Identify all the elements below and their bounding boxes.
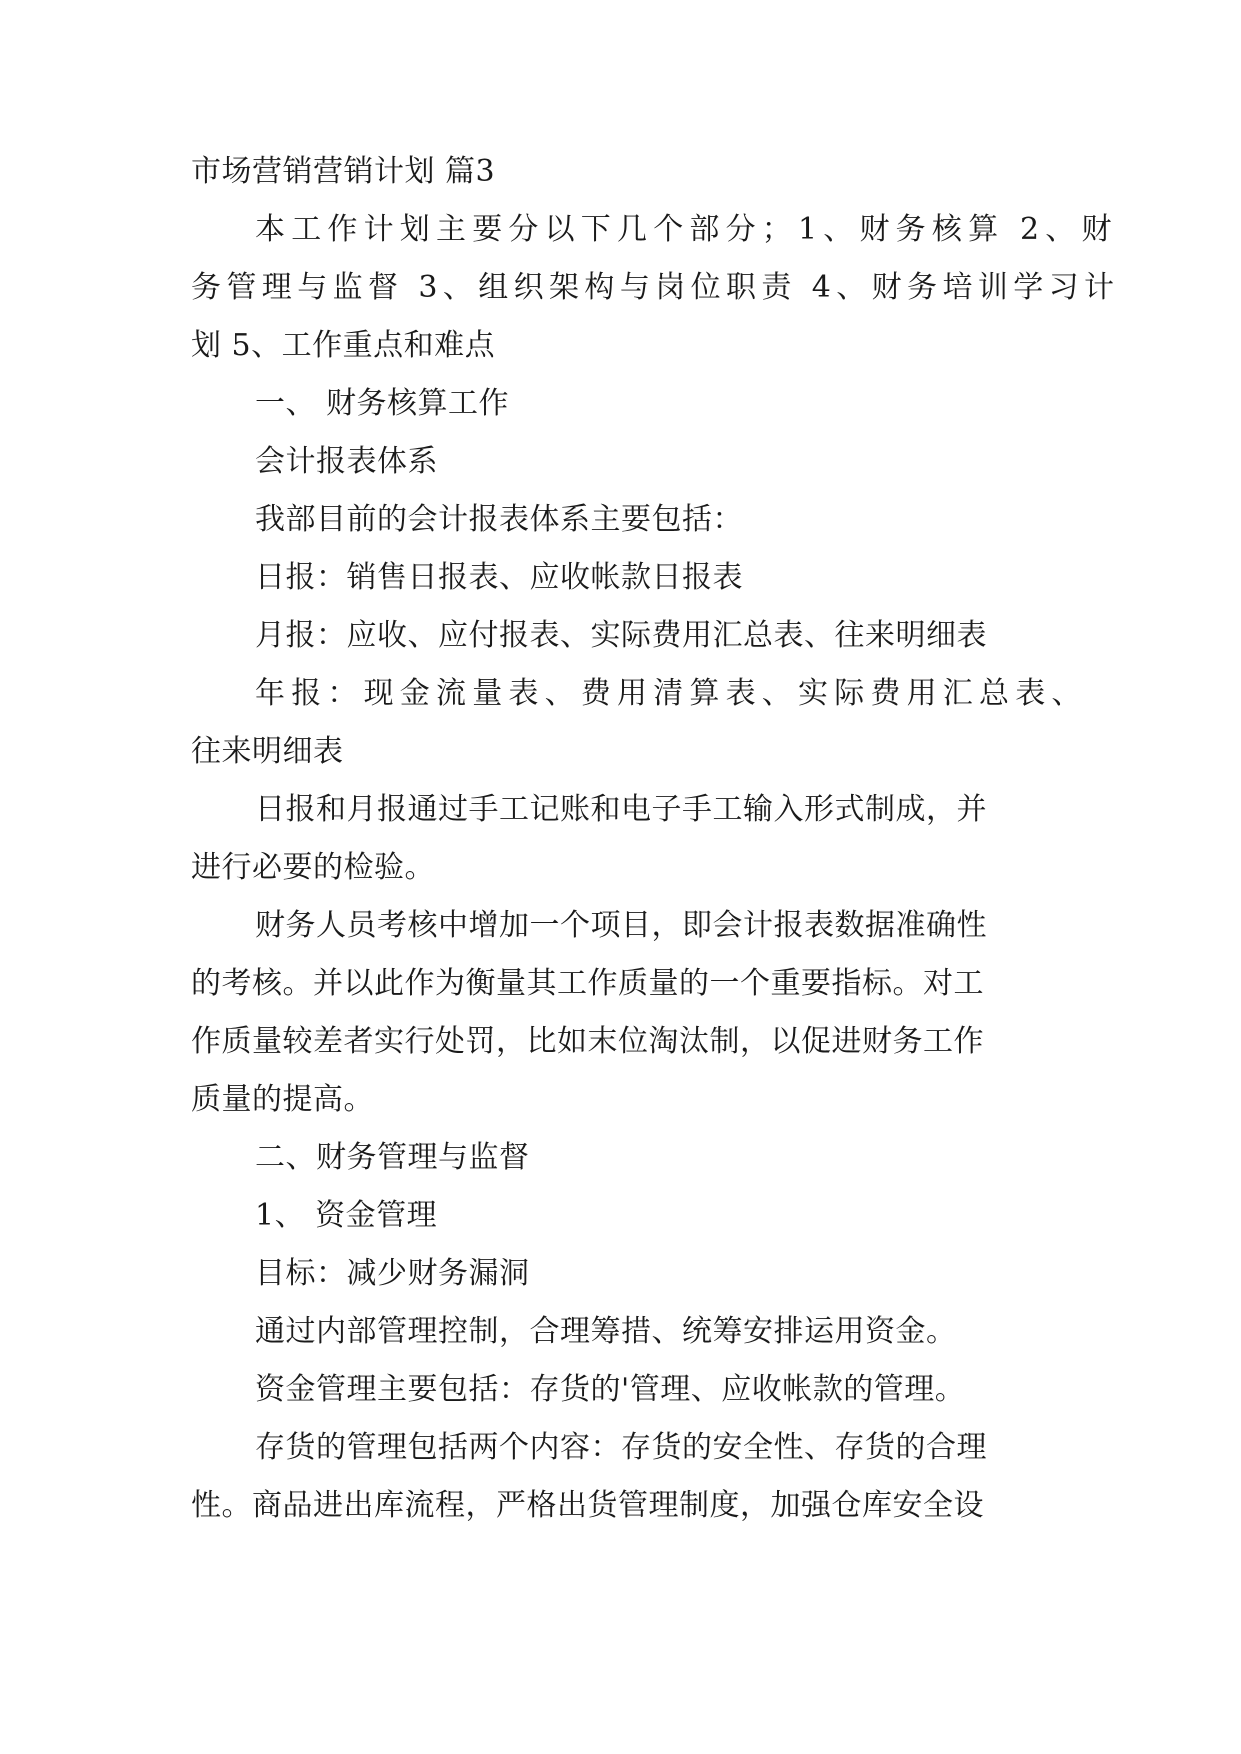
paragraph-line: 划 5、工作重点和难点 bbox=[191, 328, 496, 363]
paragraph-line: 财务人员考核中增加一个项目，即会计报表数据准确性 bbox=[255, 908, 987, 943]
paragraph-line: 目标：减少财务漏洞 bbox=[255, 1256, 530, 1291]
paragraph-line: 往来明细表 bbox=[191, 734, 344, 769]
section-heading: 二、财务管理与监督 bbox=[255, 1140, 530, 1175]
paragraph-line: 质量的提高。 bbox=[191, 1082, 374, 1117]
paragraph-line: 性。商品进出库流程，严格出货管理制度，加强仓库安全设 bbox=[191, 1488, 984, 1523]
document-title: 市场营销营销计划 篇3 bbox=[191, 154, 496, 189]
paragraph-line: 本工作计划主要分以下几个部分；1、财务核算 2、财 bbox=[255, 212, 1118, 247]
paragraph-line: 务管理与监督 3、组织架构与岗位职责 4、财务培训学习计 bbox=[191, 270, 1120, 305]
paragraph-line: 作质量较差者实行处罚，比如末位淘汰制，以促进财务工作 bbox=[191, 1024, 984, 1059]
subsection-heading: 1、 资金管理 bbox=[255, 1198, 438, 1233]
paragraph-line: 通过内部管理控制，合理筹措、统筹安排运用资金。 bbox=[255, 1314, 957, 1349]
paragraph-line: 月报：应收、应付报表、实际费用汇总表、往来明细表 bbox=[255, 618, 987, 653]
paragraph-line: 资金管理主要包括：存货的'管理、应收帐款的管理。 bbox=[255, 1372, 966, 1407]
paragraph-line: 年报：现金流量表、费用清算表、实际费用汇总表、 bbox=[255, 676, 1088, 711]
subsection-heading: 会计报表体系 bbox=[255, 444, 438, 479]
section-heading: 一、 财务核算工作 bbox=[255, 386, 510, 421]
paragraph-line: 日报和月报通过手工记账和电子手工输入形式制成，并 bbox=[255, 792, 987, 827]
paragraph-line: 进行必要的检验。 bbox=[191, 850, 435, 885]
paragraph-line: 存货的管理包括两个内容：存货的安全性、存货的合理 bbox=[255, 1430, 987, 1465]
paragraph-line: 我部目前的会计报表体系主要包括： bbox=[255, 502, 743, 537]
paragraph-line: 日报：销售日报表、应收帐款日报表 bbox=[255, 560, 743, 595]
paragraph-line: 的考核。并以此作为衡量其工作质量的一个重要指标。对工 bbox=[191, 966, 984, 1001]
